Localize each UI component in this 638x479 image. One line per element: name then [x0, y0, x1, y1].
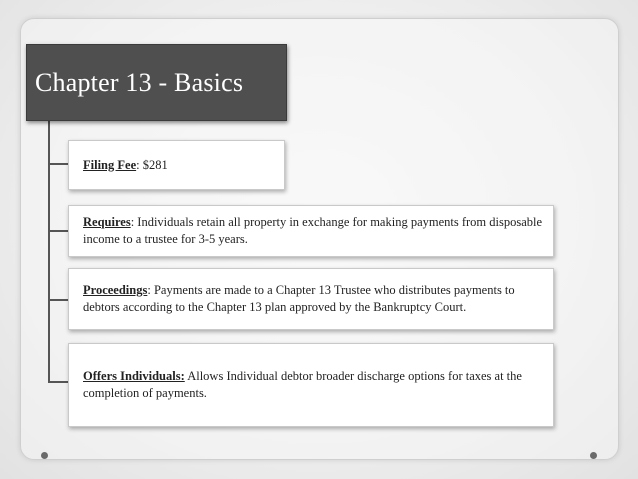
- item-label-filing-fee: Filing Fee: [83, 157, 137, 172]
- item-text-proceedings: Proceedings: Payments are made to a Chapter 13 Trustee who distributes payments to debtors according to the Chapter 13 plan approved by the Bankruptcy Court.: [83, 283, 515, 314]
- slide-title: Chapter 13 - Basics: [35, 67, 244, 97]
- item-filing-fee: [68, 140, 285, 190]
- title-box: [26, 44, 287, 121]
- nav-dot-left-icon: [41, 452, 48, 459]
- hierarchy-connector-line: [48, 119, 50, 382]
- item-value-offers-individuals: Allows Individual debtor broader discharge options for taxes at the completion of payments.: [83, 369, 522, 400]
- nav-dot-right-icon: [590, 452, 597, 459]
- branch-line-requires: [48, 230, 68, 232]
- item-offers-individuals: [68, 343, 554, 427]
- item-label-offers-individuals: Offers Individuals:: [83, 369, 185, 383]
- item-requires: [68, 205, 554, 257]
- item-value-filing-fee: $281: [142, 157, 168, 172]
- branch-line-offers-individuals: [48, 381, 68, 383]
- item-label-requires: Requires: [83, 215, 131, 229]
- branch-line-filing-fee: [48, 163, 68, 165]
- item-value-proceedings: Payments are made to a Chapter 13 Trustee who distributes payments to debtors according to the Chapter 13 plan approved by the Bankruptcy Court.: [83, 283, 515, 314]
- item-text-offers-individuals: [83, 368, 543, 402]
- item-proceedings: [68, 268, 554, 330]
- item-label-proceedings: Proceedings: [83, 283, 148, 297]
- item-value-requires: Individuals retain all property in exchange for making payments from disposable income to a trustee for 3-5 years.: [83, 215, 543, 246]
- branch-line-proceedings: [48, 299, 68, 301]
- item-text-filing-fee: Filing Fee: $281: [83, 157, 168, 172]
- item-text-requires: Requires: Individuals retain all property in exchange for making payments from disposable income to a trustee for 3-5 years.: [83, 215, 543, 246]
